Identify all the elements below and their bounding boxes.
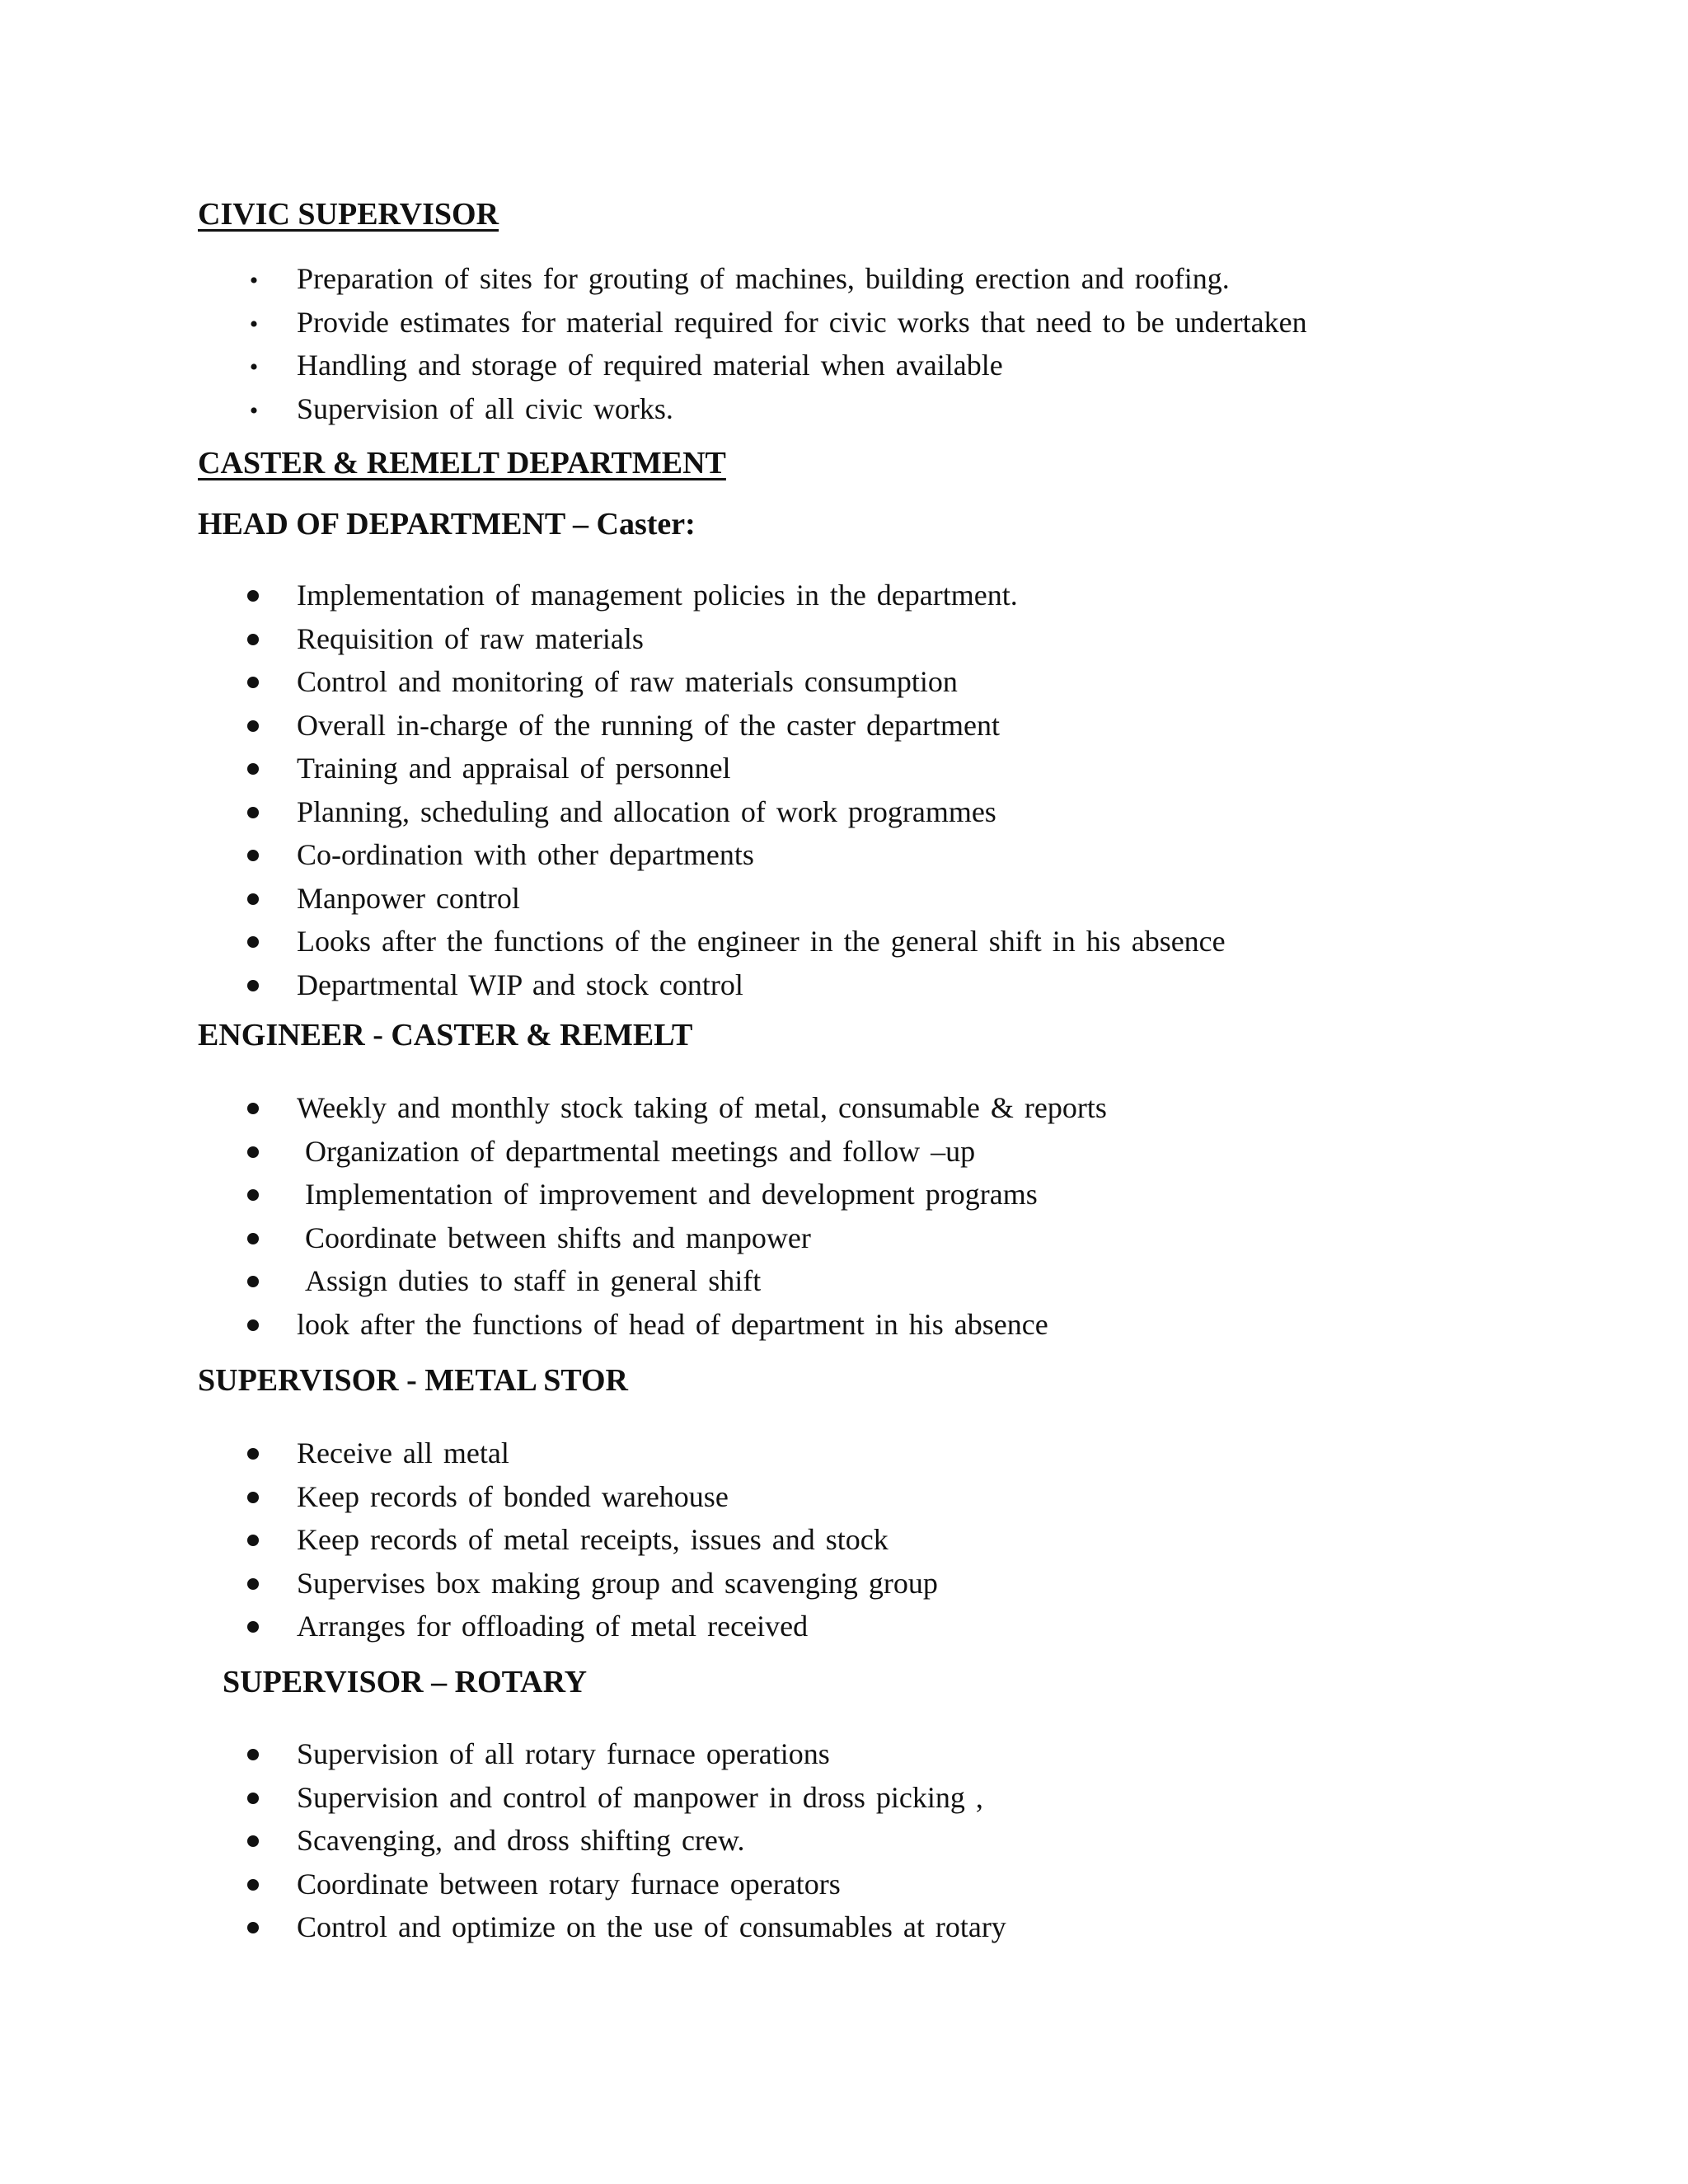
list-item: Coordinate between rotary furnace operators	[297, 1867, 841, 1900]
list-item: Receive all metal	[297, 1436, 509, 1469]
list-item: Training and appraisal of personnel	[297, 752, 731, 785]
bullet-icon	[244, 387, 264, 434]
supervisor-metal-stor-heading: SUPERVISOR - METAL STOR	[198, 1363, 628, 1398]
list-item: Control and optimize on the use of consumables at rotary	[297, 1910, 1006, 1943]
head-of-department-list	[0, 574, 1688, 1006]
civic-supervisor-heading: CIVIC SUPERVISOR	[198, 197, 499, 232]
list-item: look after the functions of head of department in his absence	[297, 1307, 1048, 1341]
rotary-list	[0, 1732, 1688, 1949]
engineer-caster-remelt-heading: ENGINEER - CASTER & REMELT	[198, 1018, 693, 1052]
list-item: Co-ordination with other departments	[297, 838, 754, 871]
list-item: Implementation of improvement and development programs	[305, 1178, 1038, 1211]
list-item: Scavenging, and dross shifting crew.	[297, 1824, 745, 1857]
list-item: Organization of departmental meetings and follow –up	[305, 1134, 976, 1168]
list-item: Coordinate between shifts and manpower	[305, 1221, 811, 1254]
metal-stor-list	[0, 1432, 1688, 1648]
list-item: • Handling and storage of required material when available	[0, 344, 1688, 387]
civic-supervisor-list	[0, 257, 1688, 430]
list-item: Planning, scheduling and allocation of work programmes	[297, 794, 996, 828]
bullet-icon	[244, 257, 264, 303]
list-item: Weekly and monthly stock taking of metal, consumable & reports	[297, 1091, 1107, 1124]
list-item: Assign duties to staff in general shift	[305, 1264, 762, 1297]
list-item: Control and monitoring of raw materials consumption	[297, 665, 958, 698]
list-item: Manpower control	[297, 881, 520, 915]
list-item: Arranges for offloading of metal received	[297, 1610, 809, 1643]
list-item: Supervision of all rotary furnace operations	[297, 1737, 830, 1770]
head-of-department-heading	[198, 506, 696, 542]
bullet-icon	[244, 344, 264, 390]
list-item: Keep records of metal receipts, issues and stock	[297, 1523, 889, 1556]
list-item: • Supervision of all civic works.	[0, 387, 1688, 431]
list-item: Supervision and control of manpower in dross picking ,	[297, 1780, 983, 1814]
list-item: Keep records of bonded warehouse	[297, 1479, 729, 1513]
list-item: Requisition of raw materials	[297, 621, 644, 655]
list-item: Looks after the functions of the engineer in the general shift in his absence	[297, 925, 1226, 958]
engineer-list	[0, 1086, 1688, 1346]
list-item: • Preparation of sites for grouting of machines, building erection and roofing.	[0, 257, 1688, 301]
list-item: Overall in-charge of the running of the caster department	[297, 708, 1001, 742]
list-item: • Provide estimates for material required for civic works that need to be undertaken	[0, 301, 1688, 344]
list-item: Departmental WIP and stock control	[297, 968, 743, 1001]
supervisor-rotary-heading: SUPERVISOR – ROTARY	[223, 1665, 588, 1699]
bullet-icon	[244, 301, 264, 347]
head-of-department-title: HEAD OF DEPARTMENT	[198, 507, 565, 541]
list-item: Implementation of management policies in the department.	[297, 579, 1018, 612]
caster-remelt-department-heading: CASTER & REMELT DEPARTMENT	[198, 446, 726, 480]
list-item: Supervises box making group and scavenging group	[297, 1566, 938, 1600]
head-of-department-subtitle: – Caster:	[565, 507, 696, 541]
